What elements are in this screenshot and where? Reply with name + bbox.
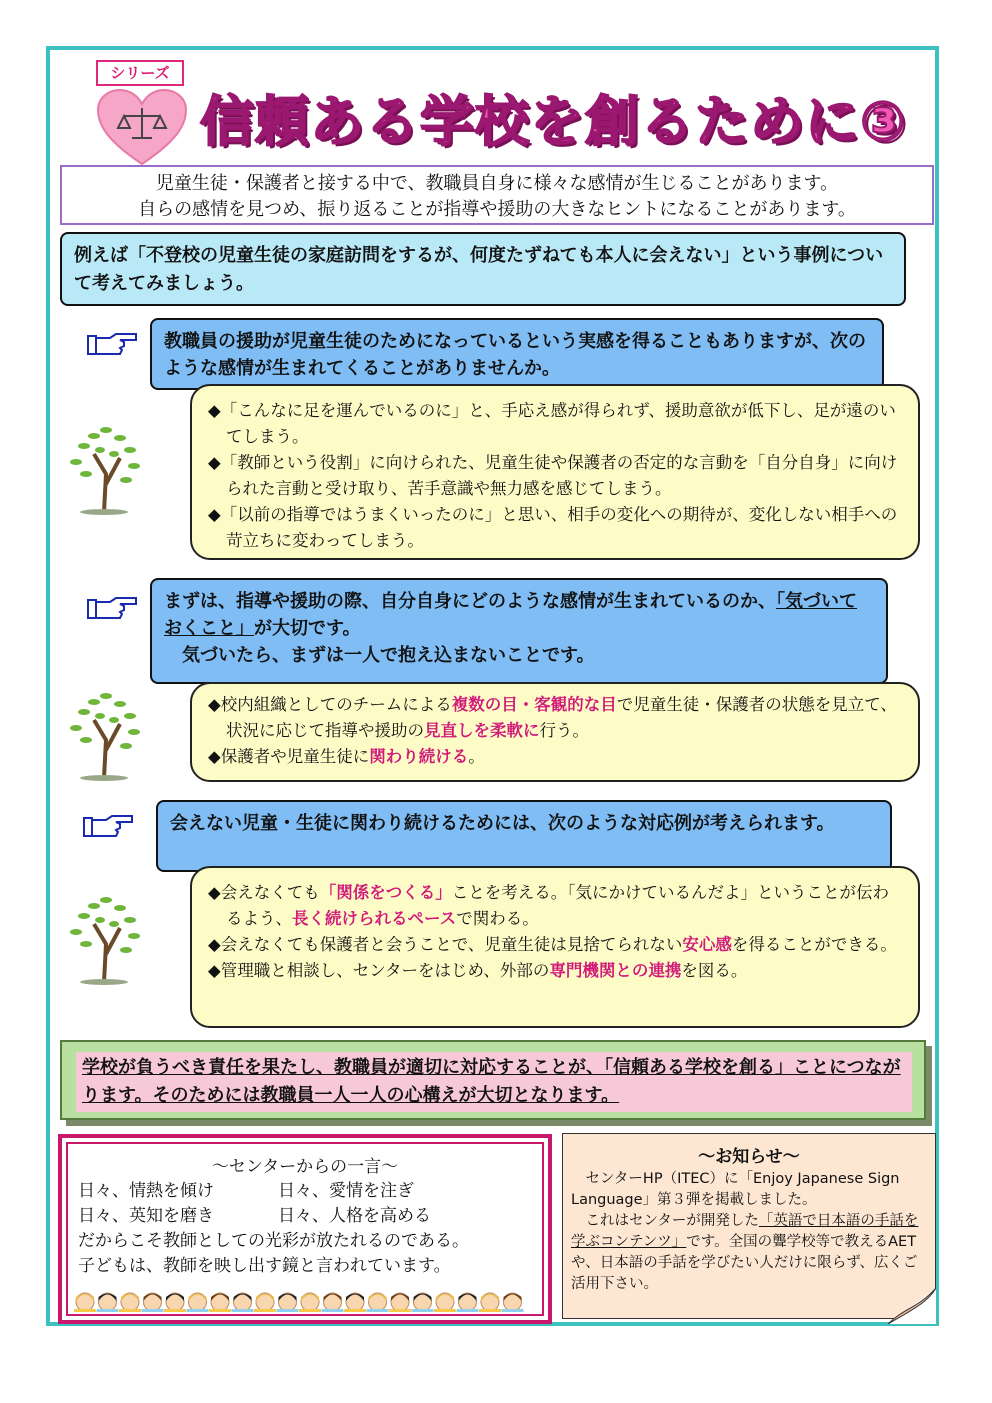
child-shirt	[277, 1309, 299, 1312]
list-item: ◆「教師という役割」に向けられた、児童生徒や保護者の否定的な言動を「自分自身」に向けられた言動と受け取り、苦手意識や無力感を感じてしまう。	[208, 453, 898, 498]
child-shirt	[209, 1309, 231, 1312]
text: ことを考える。「気にかけているんだよ」ということが伝わるよう、	[226, 883, 889, 928]
center-message-inner	[66, 1142, 544, 1316]
child-shirt	[322, 1309, 344, 1312]
highlight: 安心感	[682, 935, 732, 954]
child-shirt	[412, 1309, 434, 1312]
section2-prompt-d: 気づいたら、まずは一人で抱え込まないことです。	[182, 645, 595, 666]
child-shirt	[254, 1309, 276, 1312]
text: ◆会えなくても	[208, 883, 320, 902]
notice-para-2	[571, 1211, 927, 1295]
child-shirt	[164, 1309, 186, 1312]
highlight: 複数の目・客観的な目	[451, 695, 617, 714]
intro-line-1: 児童生徒・保護者と接する中で、教職員自身に様々な感情が生じることがあります。	[155, 173, 839, 194]
text: 日々、英知を磨き	[78, 1206, 214, 1226]
intro-line-2: 自らの感情を見つめ、振り返ることが指導や援助の大きなヒントになることがあります。	[138, 199, 856, 220]
page-curl-icon	[888, 1288, 936, 1324]
highlight: 「関係をつくる」	[319, 883, 452, 902]
tree-icon	[64, 424, 146, 516]
section2-prompt	[150, 578, 888, 684]
child-shirt	[187, 1309, 209, 1312]
child-shirt	[502, 1309, 524, 1312]
text: で児童生徒・保護者の状態を見立て、状況に応じて指導や援助の	[226, 695, 897, 740]
list-item: ◆「こんなに足を運んでいるのに」と、手応え感が得られず、援助意欲が低下し、足が遠のいてしまう。	[208, 401, 896, 446]
center-line-1	[78, 1179, 532, 1204]
text: 行う。	[539, 721, 589, 740]
child-shirt	[367, 1309, 389, 1312]
child-shirt	[457, 1309, 479, 1312]
center-line-4: 子どもは、教師を映し出す鏡と言われています。	[78, 1256, 451, 1276]
notice-title: ～お知らせ～	[698, 1147, 800, 1167]
text: 日々、情熱を傾け	[78, 1181, 214, 1201]
page-title: 信頼ある学校を創るために③	[200, 90, 907, 153]
example-box: 例えば「不登校の児童生徒の家庭訪問をするが、何度たずねても本人に会えない」という事例について考えてみましょう。	[60, 232, 906, 306]
notice-box	[562, 1133, 936, 1319]
child-shirt	[97, 1309, 119, 1312]
center-message-title: ～センターからの一言～	[211, 1157, 399, 1177]
series-label: シリーズ	[96, 60, 184, 86]
child-shirt	[434, 1309, 456, 1312]
list-item	[208, 744, 904, 770]
text: ◆校内組織としてのチームによる	[208, 695, 452, 714]
section2-prompt-key: 「気づいておくこと」	[164, 591, 857, 639]
list-item	[208, 958, 904, 984]
child-shirt	[389, 1309, 411, 1312]
list-item: ◆「以前の指導ではうまくいったのに」と思い、相手の変化への期待が、変化しない相手への苛立ちに変わってしまう。	[208, 505, 898, 550]
highlight: 関わり続ける	[369, 747, 469, 766]
heart-scales-icon	[96, 88, 188, 166]
underlined-text: 「英語で日本語の手話を学ぶコンテンツ」	[571, 1213, 919, 1250]
tree-icon	[64, 894, 146, 986]
text: ◆保護者や児童生徒に	[208, 747, 370, 766]
section1-prompt: 教職員の援助が児童生徒のためになっているという実感を得ることもありますが、次のような感情が生まれてくることがありませんか。	[150, 318, 884, 390]
child-shirt	[344, 1309, 366, 1312]
section2-prompt-c: が大切です。	[254, 618, 361, 639]
text: ◆会えなくても保護者と会うことで、児童生徒は見捨てられない	[208, 935, 683, 954]
tree-icon	[64, 690, 146, 782]
list-item	[208, 880, 904, 932]
pointing-hand-icon	[82, 812, 134, 842]
text: で関わる。	[456, 909, 539, 928]
list-item	[208, 932, 904, 958]
highlight: 長く続けられるペース	[292, 909, 457, 928]
section2-list	[190, 682, 920, 782]
child-shirt	[142, 1309, 164, 1312]
child-shirt	[299, 1309, 321, 1312]
text: ◆管理職と相談し、センターをはじめ、外部の	[208, 961, 550, 980]
child-shirt	[74, 1309, 96, 1312]
children-faces-icon	[74, 1290, 538, 1312]
intro-box	[60, 165, 934, 225]
text: 日々、人格を高める	[278, 1206, 431, 1226]
text: これはセンターが開発した	[585, 1213, 759, 1229]
child-shirt	[232, 1309, 254, 1312]
text: 日々、愛情を注ぎ	[278, 1181, 414, 1201]
highlight: 見直しを柔軟に	[424, 721, 540, 740]
list-item	[208, 692, 904, 744]
text: 。	[468, 747, 485, 766]
text: を得ることができる。	[731, 935, 897, 954]
section3-list	[190, 866, 920, 1028]
center-line-3: だからこそ教師としての光彩が放たれるのである。	[78, 1231, 469, 1251]
child-shirt	[479, 1309, 501, 1312]
section3-prompt: 会えない児童・生徒に関わり続けるためには、次のような対応例が考えられます。	[156, 800, 892, 872]
pointing-hand-icon	[86, 330, 138, 360]
text: です。全国の聾学校等で教えるAETや、日本語の手話を学びたい人だけに限らず、広くご活用下さい。	[571, 1234, 918, 1292]
notice-para-1: センターHP（ITEC）に「Enjoy Japanese Sign Language」第３弾を掲載しました。	[571, 1171, 900, 1208]
pointing-hand-icon	[86, 594, 138, 624]
child-shirt	[119, 1309, 141, 1312]
highlight: 専門機関との連携	[549, 961, 682, 980]
conclusion-text: 学校が負うべき責任を果たし、教職員が適切に対応することが、「信頼ある学校を創る」ことにつながります。そのためには教職員一人一人の心構えが大切となります。	[76, 1052, 912, 1112]
section2-prompt-a: まずは、指導や援助の際、自分自身にどのような感情が生まれているのか、	[164, 591, 776, 612]
text: を図る。	[681, 961, 748, 980]
center-line-2	[78, 1204, 532, 1229]
section1-list	[190, 384, 920, 560]
